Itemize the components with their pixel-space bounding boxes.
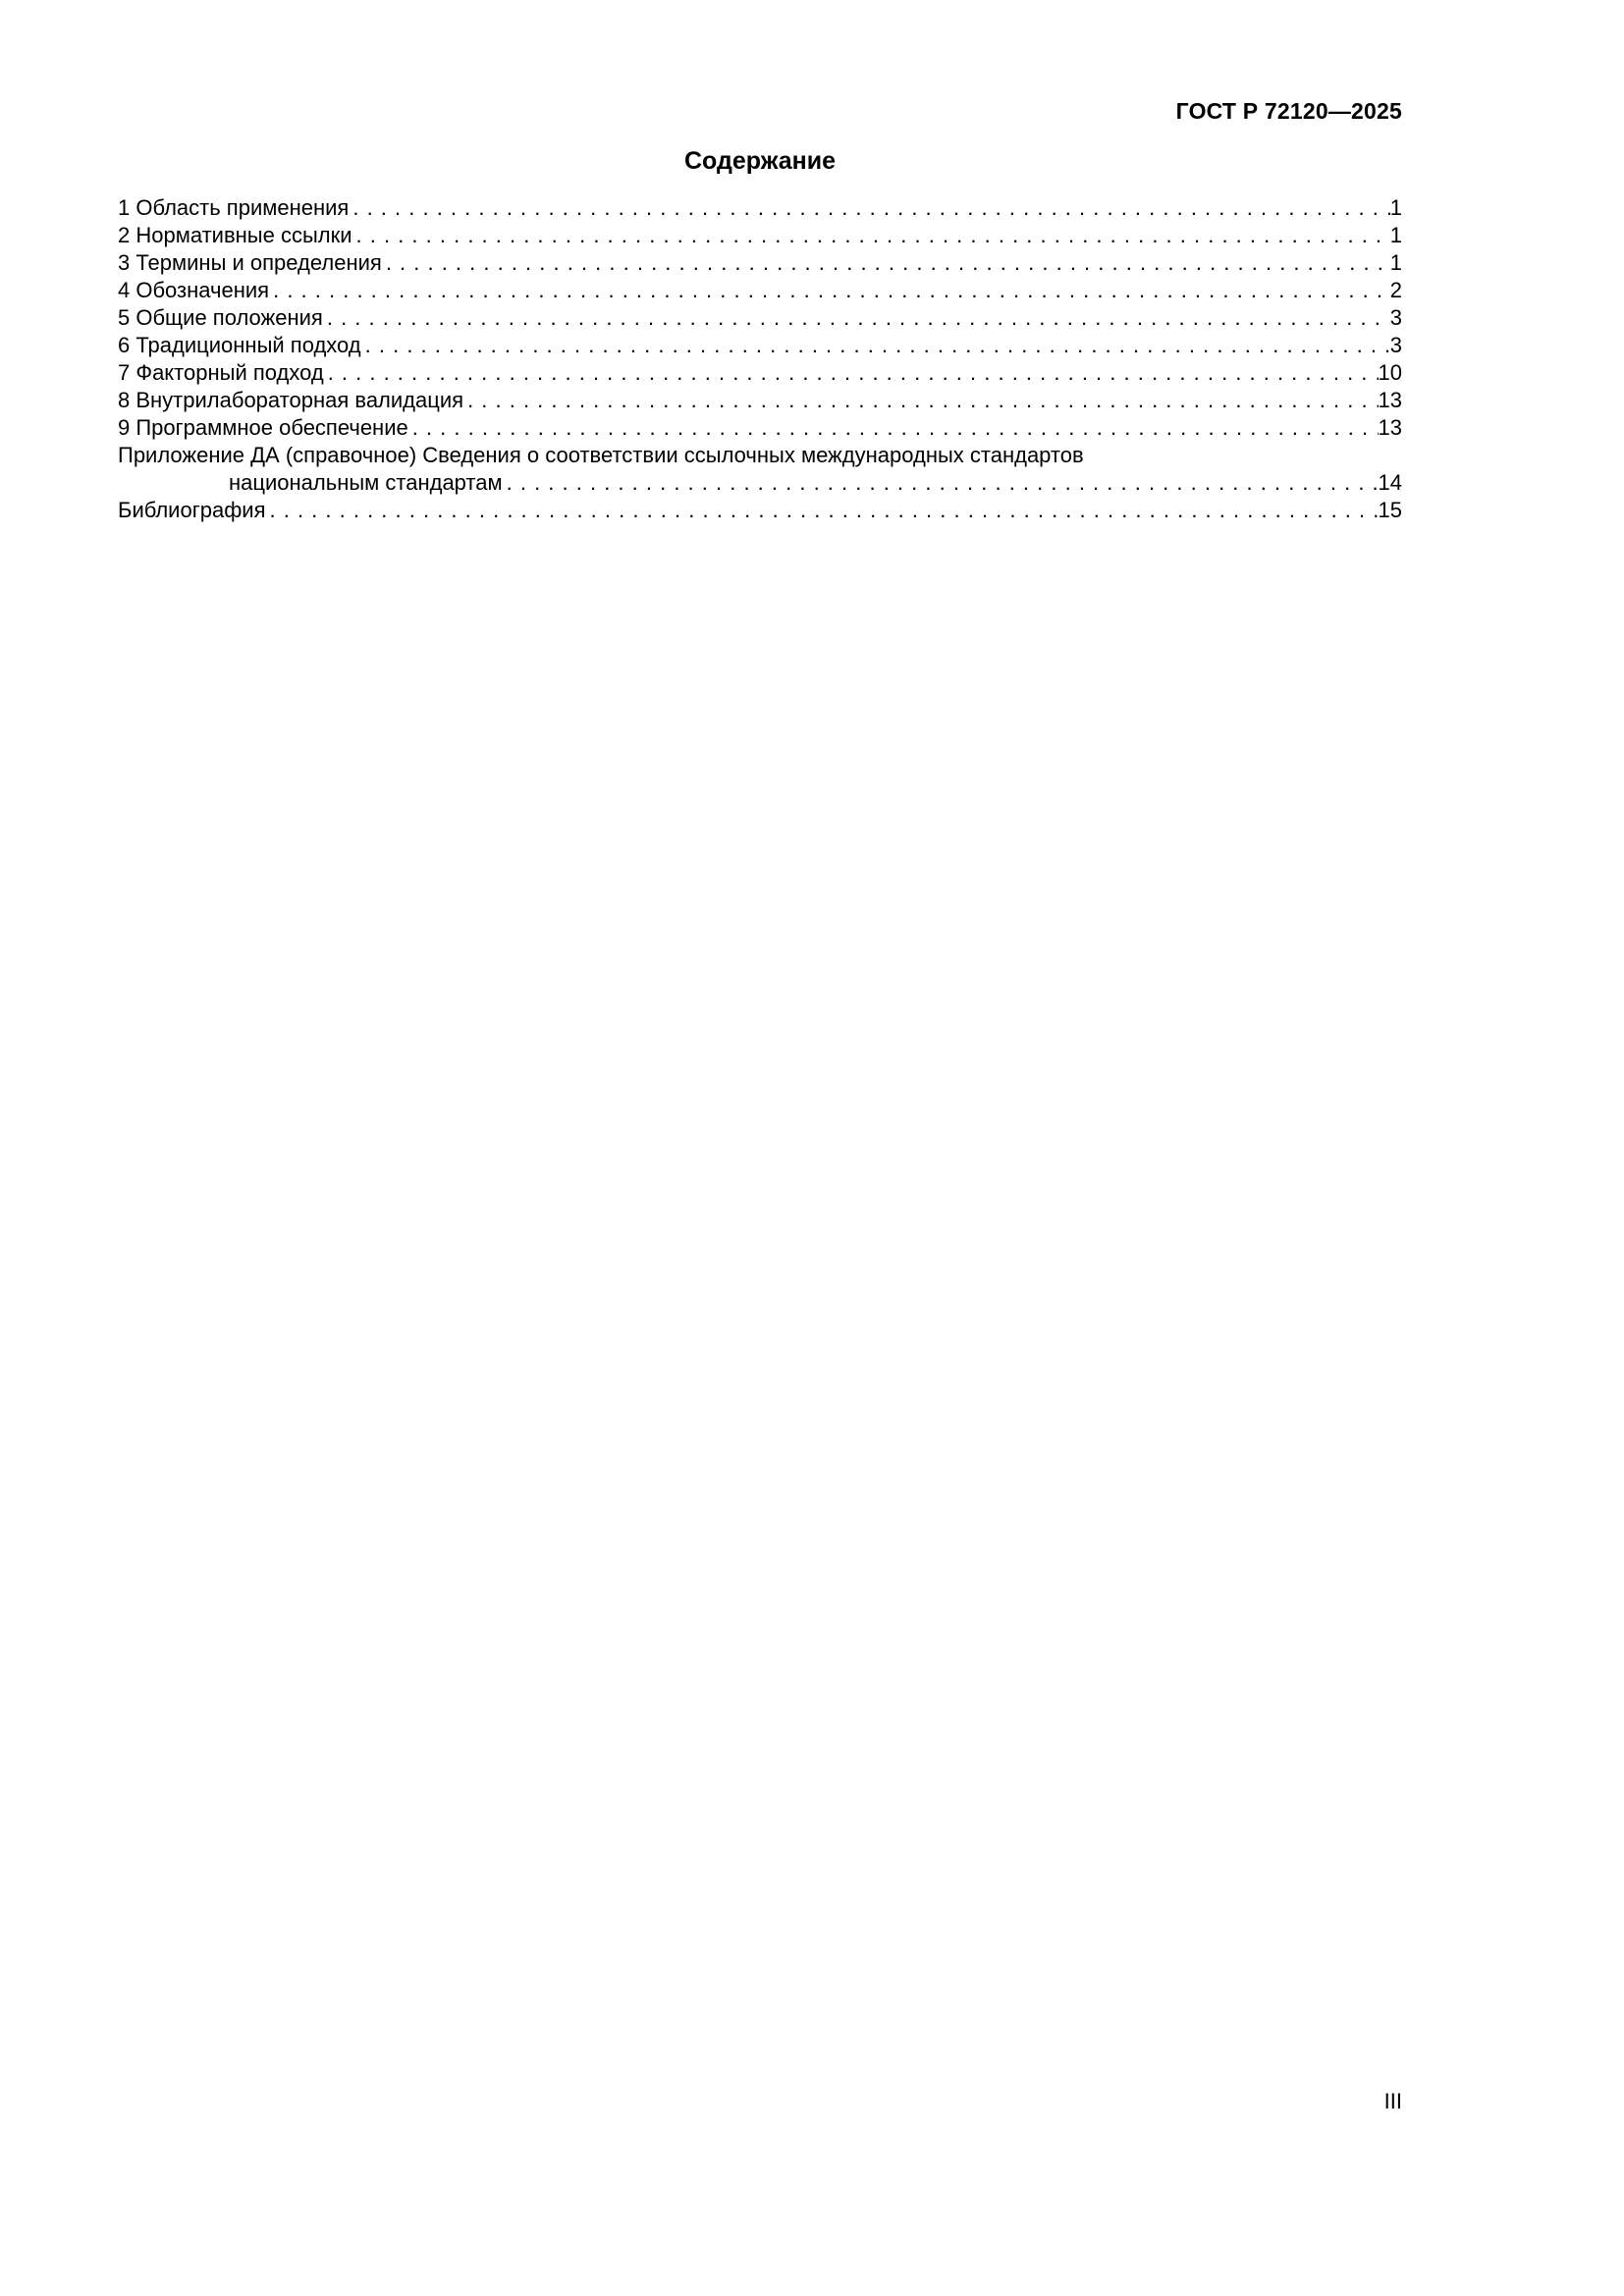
dot-leader bbox=[270, 497, 1379, 524]
footer-page-number: III bbox=[1383, 2089, 1402, 2113]
toc-entry bbox=[118, 414, 1402, 442]
dot-leader bbox=[352, 194, 1389, 222]
toc-entry-page: 3 bbox=[1389, 333, 1402, 357]
toc-entry-label: 4 Обозначения bbox=[118, 278, 270, 302]
table-of-contents bbox=[118, 194, 1402, 524]
toc-entry-page: 15 bbox=[1378, 498, 1402, 522]
page-title: Содержание bbox=[683, 147, 837, 175]
dot-leader bbox=[356, 222, 1390, 249]
toc-entry bbox=[118, 332, 1402, 359]
dot-leader bbox=[273, 277, 1390, 304]
toc-entry bbox=[118, 387, 1402, 414]
toc-entry-label: 6 Традиционный подход bbox=[118, 333, 361, 357]
toc-entry-page: 1 bbox=[1389, 250, 1402, 275]
toc-entry-label-line1: Приложение ДА (справочное) Сведения о соответствии ссылочных международных стандартов bbox=[118, 443, 1084, 467]
toc-entry-label: 8 Внутрилабораторная валидация bbox=[118, 388, 464, 412]
dot-leader bbox=[365, 332, 1390, 359]
toc-entry-page: 13 bbox=[1378, 388, 1402, 412]
dot-leader bbox=[327, 304, 1390, 332]
toc-entry-label: 1 Область применения bbox=[118, 195, 350, 220]
toc-entry-page: 3 bbox=[1389, 305, 1402, 330]
toc-entry-label-line2: национальным стандартам bbox=[229, 470, 503, 495]
toc-entry bbox=[118, 304, 1402, 332]
toc-entry bbox=[118, 249, 1402, 277]
dot-leader bbox=[467, 387, 1378, 414]
toc-entry-line2 bbox=[118, 469, 1402, 497]
toc-entry bbox=[118, 194, 1402, 222]
toc-entry bbox=[118, 359, 1402, 387]
toc-entry-label: 9 Программное обеспечение bbox=[118, 415, 408, 440]
dot-leader bbox=[386, 249, 1390, 277]
toc-entry-label: 7 Факторный подход bbox=[118, 360, 324, 385]
toc-entry-page: 10 bbox=[1378, 360, 1402, 385]
toc-entry-label: 5 Общие положения bbox=[118, 305, 323, 330]
toc-entry-label: 2 Нормативные ссылки bbox=[118, 223, 352, 247]
toc-entry bbox=[118, 222, 1402, 249]
toc-entry-page: 13 bbox=[1378, 415, 1402, 440]
toc-entry-label: 3 Термины и определения bbox=[118, 250, 382, 275]
toc-entry bbox=[118, 277, 1402, 304]
doc-code: ГОСТ Р 72120—2025 bbox=[1175, 98, 1402, 124]
toc-entry-page: 14 bbox=[1378, 470, 1402, 495]
toc-entry bbox=[118, 497, 1402, 524]
dot-leader bbox=[328, 359, 1379, 387]
toc-entry-page: 1 bbox=[1389, 223, 1402, 247]
dot-leader bbox=[412, 414, 1379, 442]
toc-entry-label: Библиография bbox=[118, 498, 266, 522]
toc-entry-appendix bbox=[118, 442, 1402, 497]
toc-entry-page: 1 bbox=[1389, 195, 1402, 220]
dot-leader bbox=[507, 469, 1379, 497]
toc-entry-page: 2 bbox=[1389, 278, 1402, 302]
